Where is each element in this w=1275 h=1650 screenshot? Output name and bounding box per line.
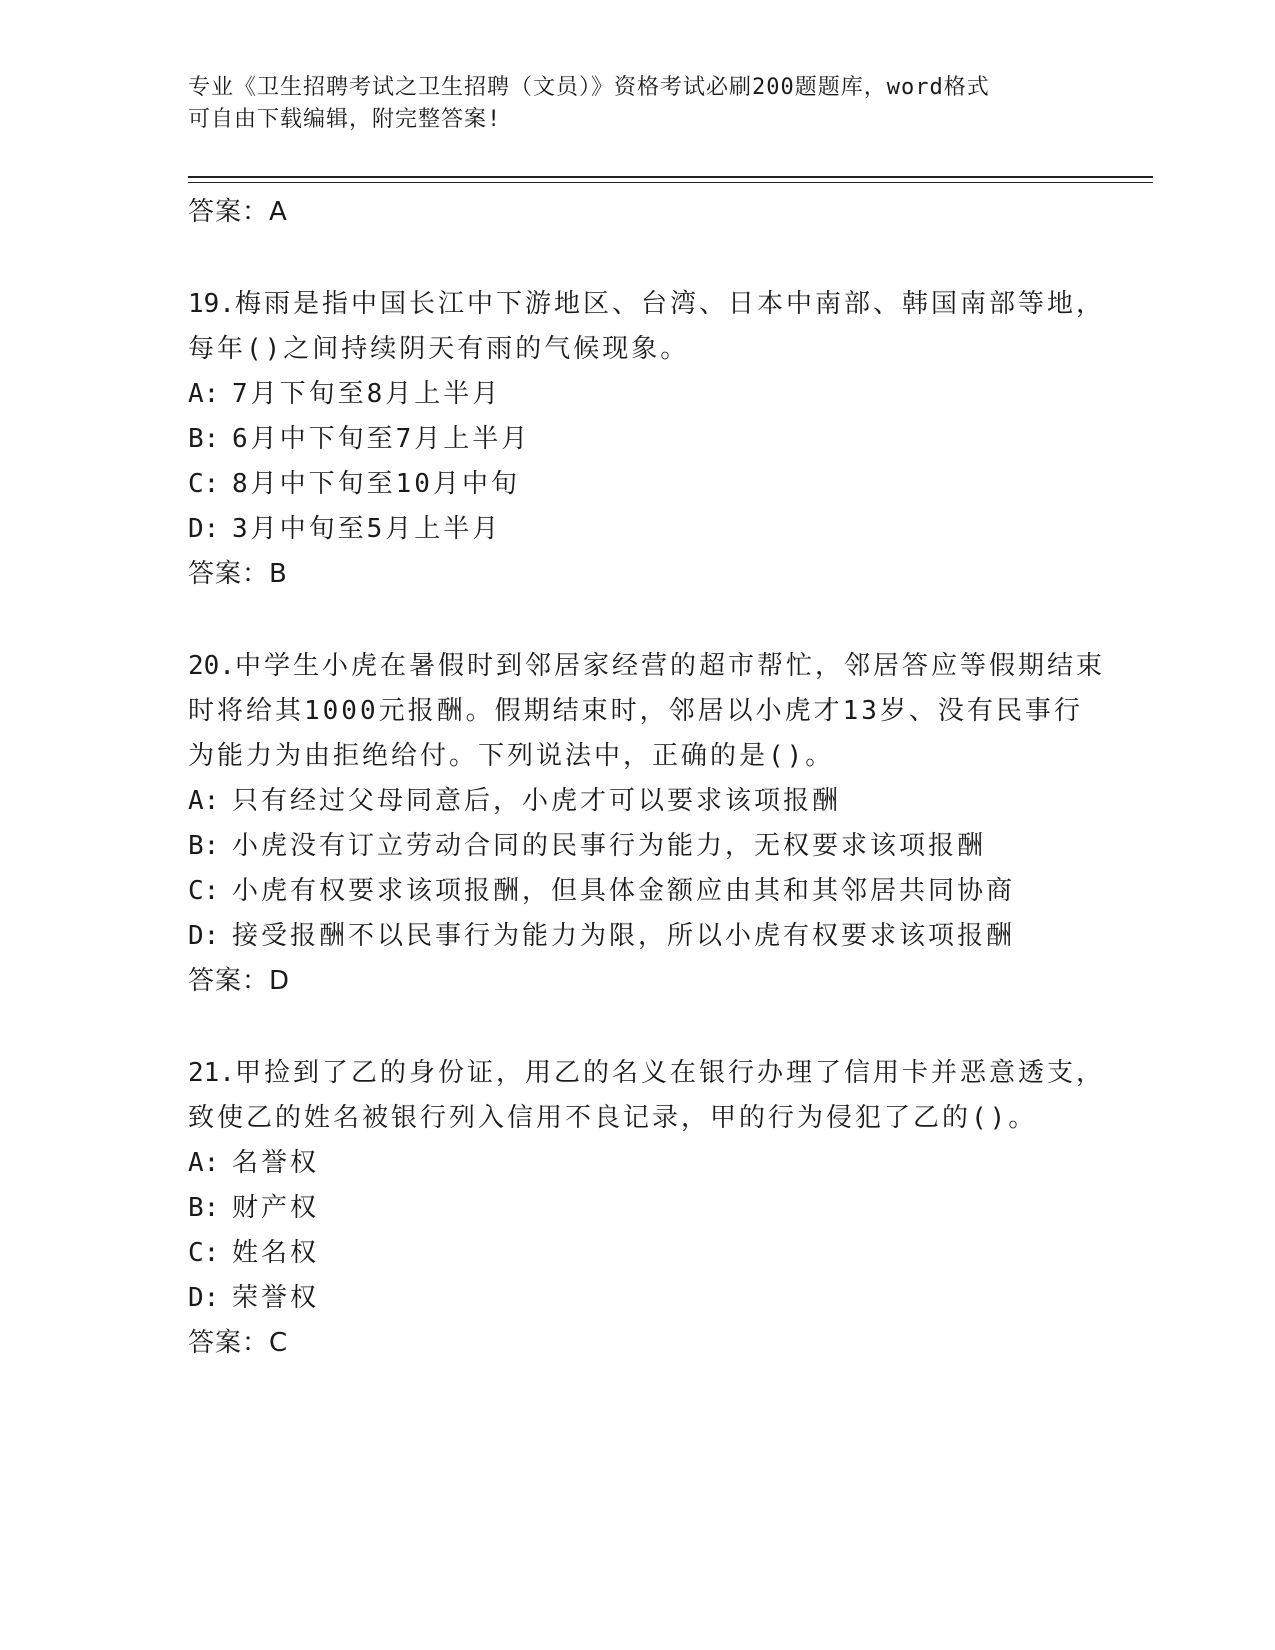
option-text: 3月中旬至5月上半月 — [232, 514, 502, 544]
option-letter: D: — [188, 921, 220, 951]
question-text — [188, 282, 1108, 372]
document-header — [188, 72, 1088, 136]
option-letter: B: — [188, 831, 220, 861]
option-text: 荣誉权 — [232, 1283, 320, 1313]
option-text: 只有经过父母同意后，小虎才可以要求该项报酬 — [232, 786, 842, 816]
option-text: 小虎有权要求该项报酬，但具体金额应由其和其邻居共同协商 — [232, 876, 1016, 906]
option-text: 7月下旬至8月上半月 — [232, 379, 502, 409]
option-text: 小虎没有订立劳动合同的民事行为能力，无权要求该项报酬 — [232, 831, 987, 861]
option-b — [188, 824, 1148, 869]
option-d — [188, 914, 1148, 959]
header-title-line2: 可自由下载编辑，附完整答案! — [188, 107, 502, 132]
option-text: 6月中下旬至7月上半月 — [232, 424, 531, 454]
option-text: 接受报酬不以民事行为能力为限，所以小虎有权要求该项报酬 — [232, 921, 1016, 951]
option-letter: B: — [188, 424, 220, 454]
question-list — [188, 190, 1148, 1365]
option-text: 姓名权 — [232, 1238, 320, 1268]
option-c — [188, 869, 1148, 914]
question-number: 21. — [188, 1058, 235, 1088]
answer-line: 答案：A — [188, 197, 288, 227]
header-divider-thin — [188, 182, 1153, 183]
header-divider-thick — [188, 176, 1153, 178]
question-text — [188, 1051, 1108, 1141]
question-number: 19. — [188, 289, 235, 319]
option-letter: B: — [188, 1193, 220, 1223]
question-text — [188, 644, 1108, 779]
option-letter: C: — [188, 1238, 220, 1268]
option-a — [188, 1141, 1148, 1186]
question-stem: 中学生小虎在暑假时到邻居家经营的超市帮忙，邻居答应等假期结束时将给其1000元报酬。假期结束时，邻居以小虎才13岁、没有民事行为能力为由拒绝给付。下列说法中，正确的是()。 — [188, 651, 1105, 771]
option-b — [188, 1186, 1148, 1231]
question-20 — [188, 644, 1148, 1003]
option-letter: A: — [188, 1148, 220, 1178]
option-letter: A: — [188, 379, 220, 409]
option-letter: A: — [188, 786, 220, 816]
option-text: 名誉权 — [232, 1148, 320, 1178]
option-a — [188, 779, 1148, 824]
question-stem: 甲捡到了乙的身份证，用乙的名义在银行办理了信用卡并恶意透支，致使乙的姓名被银行列入信用不良记录，甲的行为侵犯了乙的()。 — [188, 1058, 1105, 1133]
option-c — [188, 462, 1148, 507]
option-letter: C: — [188, 469, 220, 499]
option-d — [188, 507, 1148, 552]
option-b — [188, 417, 1148, 462]
answer-line: 答案：B — [188, 559, 288, 589]
question-21 — [188, 1051, 1148, 1365]
answer-line: 答案：C — [188, 1328, 289, 1358]
question-number: 20. — [188, 651, 235, 681]
answer-line: 答案：D — [188, 966, 291, 996]
option-letter: D: — [188, 1283, 220, 1313]
question-19 — [188, 282, 1148, 596]
question-stem: 梅雨是指中国长江中下游地区、台湾、日本中南部、韩国南部等地，每年()之间持续阴天有雨的气候现象。 — [188, 289, 1105, 364]
option-text: 财产权 — [232, 1193, 320, 1223]
option-c — [188, 1231, 1148, 1276]
option-a — [188, 372, 1148, 417]
option-d — [188, 1276, 1148, 1321]
header-title-line1: 专业《卫生招聘考试之卫生招聘（文员）》资格考试必刷200题题库，word格式 — [188, 75, 990, 100]
option-letter: C: — [188, 876, 220, 906]
option-letter: D: — [188, 514, 220, 544]
option-text: 8月中下旬至10月中旬 — [232, 469, 520, 499]
